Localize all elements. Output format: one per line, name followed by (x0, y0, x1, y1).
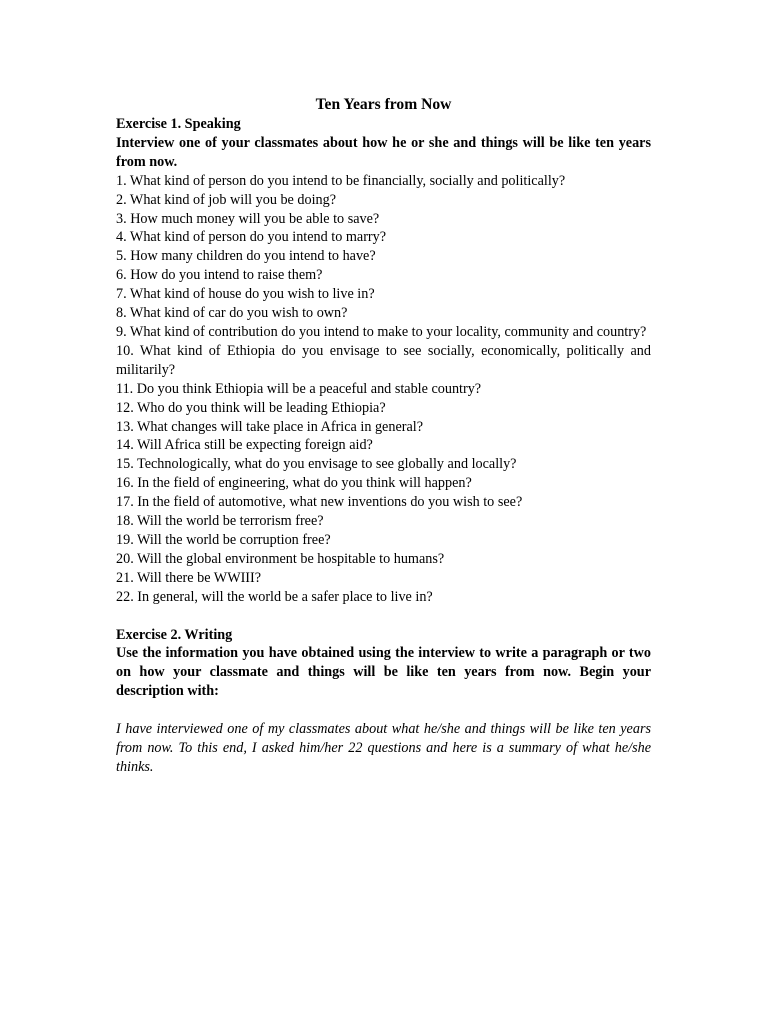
question-item: 10. What kind of Ethiopia do you envisage to see socially, economically, politically and militarily? (116, 342, 651, 378)
question-item: 14. Will Africa still be expecting foreign aid? (116, 437, 373, 454)
question-item: 22. In general, will the world be a safer place to live in? (116, 588, 433, 605)
exercise-1-heading: Exercise 1. Speaking (116, 116, 241, 132)
question-item: 5. How many children do you intend to have? (116, 248, 376, 265)
question-item: 8. What kind of car do you wish to own? (116, 305, 348, 322)
question-item: 17. In the field of automotive, what new inventions do you wish to see? (116, 494, 523, 511)
question-item: 11. Do you think Ethiopia will be a peaceful and stable country? (116, 380, 482, 397)
exercise-1-instruction: Interview one of your classmates about how he or she and things will be like ten years from now. (116, 134, 651, 170)
sample-opening-paragraph: I have interviewed one of my classmates about what he/she and things will be like ten years from now. To this end, I asked him/her 22 questions and here is a summary of what he/she thinks. (116, 721, 651, 775)
section-spacer (116, 701, 651, 720)
question-list (116, 172, 651, 607)
question-item: 18. Will the world be terrorism free? (116, 513, 324, 530)
question-item: 6. How do you intend to raise them? (116, 267, 323, 284)
question-item: 1. What kind of person do you intend to be financially, socially and politically? (116, 172, 566, 189)
question-item: 19. Will the world be corruption free? (116, 531, 331, 548)
question-item: 3. How much money will you be able to save? (116, 210, 380, 227)
exercise-2-instruction: Use the information you have obtained using the interview to write a paragraph or two on how your classmate and things will be like ten years from now. Begin your description with: (116, 645, 651, 700)
document-title: Ten Years from Now (315, 96, 452, 113)
exercise-2-heading: Exercise 2. Writing (116, 626, 233, 643)
question-item: 2. What kind of job will you be doing? (116, 191, 337, 208)
question-item: 7. What kind of house do you wish to live in? (116, 286, 375, 303)
question-item: 4. What kind of person do you intend to marry? (116, 229, 387, 246)
question-item: 12. Who do you think will be leading Ethiopia? (116, 399, 386, 416)
question-item: 13. What changes will take place in Africa in general? (116, 418, 424, 435)
question-item: 15. Technologically, what do you envisage to see globally and locally? (116, 456, 517, 473)
question-item: 21. Will there be WWIII? (116, 569, 262, 586)
question-item: 16. In the field of engineering, what do you think will happen? (116, 475, 472, 492)
document-page (116, 95, 651, 777)
section-spacer (116, 607, 651, 626)
question-item: 20. Will the global environment be hospitable to humans? (116, 550, 445, 567)
question-item: 9. What kind of contribution do you intend to make to your locality, community and country? (116, 323, 647, 340)
